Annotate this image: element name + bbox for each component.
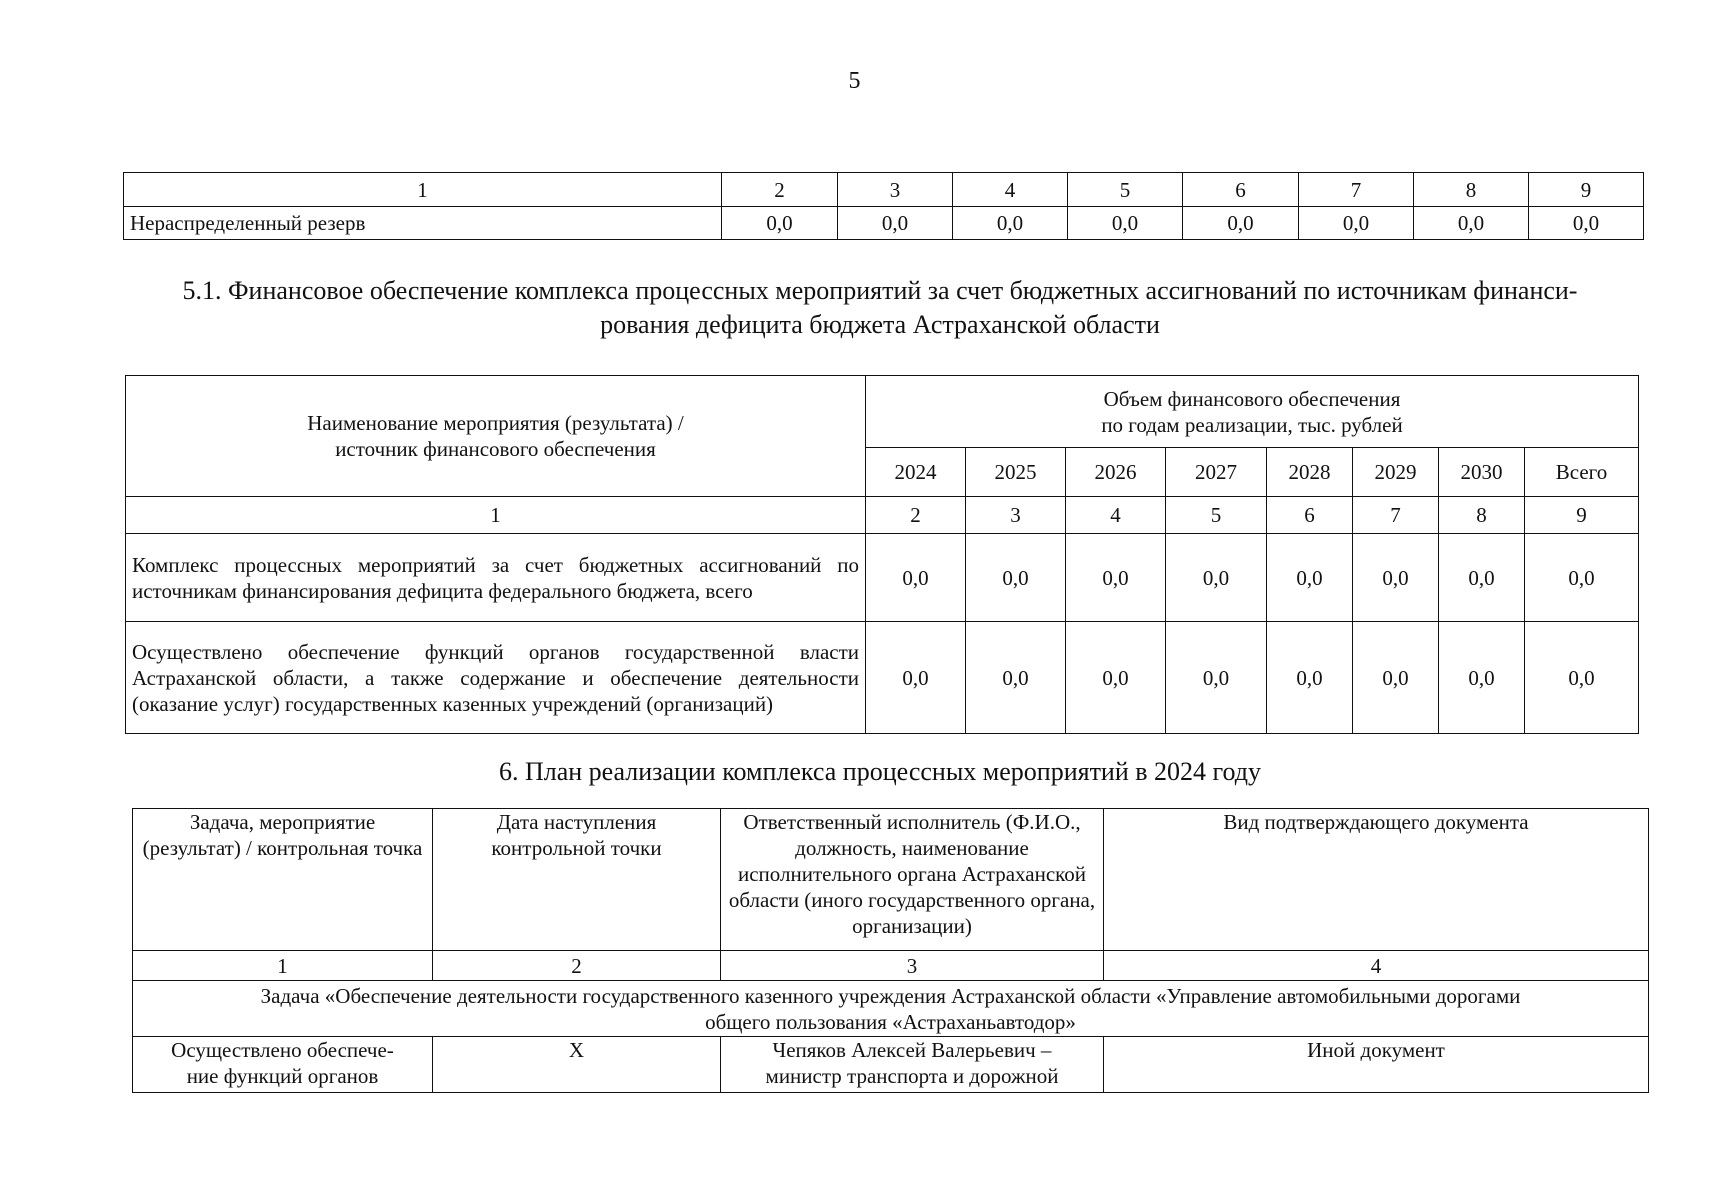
col-number: 8 [1439, 497, 1525, 534]
value-cell: 0,0 [866, 622, 966, 734]
value-cell: 0,0 [953, 207, 1068, 240]
date-cell: Х [433, 1037, 721, 1093]
col-number: 3 [838, 173, 953, 207]
total-header: Всего [1525, 448, 1639, 497]
year-header: 2025 [966, 448, 1066, 497]
task-header: Задача, мероприятие (результат) / контрольная точка [133, 809, 433, 951]
col-number: 2 [433, 951, 721, 981]
col-number: 2 [866, 497, 966, 534]
value-cell: 0,0 [1068, 207, 1183, 240]
value-cell: 0,0 [966, 622, 1066, 734]
year-header: 2027 [1166, 448, 1267, 497]
value-cell: 0,0 [1529, 207, 1644, 240]
value-cell: 0,0 [1439, 534, 1525, 622]
page-number: 5 [848, 68, 861, 94]
name-header-line2: источник финансового обеспечения [335, 437, 656, 461]
value-cell: 0,0 [866, 534, 966, 622]
value-cell: 0,0 [838, 207, 953, 240]
value-cell: 0,0 [1166, 534, 1267, 622]
year-header: 2026 [1066, 448, 1166, 497]
activity-line1: Осуществлено обеспече- [171, 1038, 394, 1062]
task-line2: общего пользования «Астраханьавтодор» [705, 1009, 1076, 1034]
reserve-table [123, 172, 1644, 240]
value-cell: 0,0 [966, 534, 1066, 622]
date-header: Дата наступления контрольной точки [433, 809, 721, 951]
col-number: 4 [953, 173, 1068, 207]
executor-cell [721, 1037, 1104, 1093]
section-51-title [100, 274, 1660, 342]
value-cell: 0,0 [1525, 534, 1639, 622]
name-header-line1: Наименование мероприятия (результата) / [307, 411, 684, 435]
value-cell: 0,0 [1183, 207, 1299, 240]
col-number: 4 [1104, 951, 1649, 981]
activity-cell [133, 1037, 433, 1093]
col-number: 9 [1529, 173, 1644, 207]
name-header [126, 376, 866, 497]
year-header: 2030 [1439, 448, 1525, 497]
value-cell: 0,0 [1525, 622, 1639, 734]
col-number: 3 [721, 951, 1104, 981]
document-header: Вид подтверждающего документа [1104, 809, 1649, 951]
volume-header-line1: Объем финансового обеспечения [1103, 386, 1401, 411]
executor-line1: Чепяков Алексей Валерьевич – [772, 1038, 1052, 1062]
value-cell: 0,0 [1166, 622, 1267, 734]
col-number: 5 [1166, 497, 1267, 534]
executor-header: Ответственный исполнитель (Ф.И.О., должность, наименование исполнительного органа Астраханской области (иного государственного органа, организации) [721, 809, 1104, 951]
col-number: 1 [124, 173, 722, 207]
plan-table [132, 808, 1649, 1093]
col-number: 3 [966, 497, 1066, 534]
activity-line2: ние функций органов [186, 1064, 379, 1088]
value-cell: 0,0 [1066, 534, 1166, 622]
col-number: 9 [1525, 497, 1639, 534]
col-number: 7 [1353, 497, 1439, 534]
volume-header [866, 376, 1639, 448]
value-cell: 0,0 [1299, 207, 1414, 240]
year-header: 2024 [866, 448, 966, 497]
value-cell: 0,0 [1267, 622, 1353, 734]
section-51-title-line1: 5.1. Финансовое обеспечение комплекса процессных мероприятий за счет бюджетных ассигнований по источникам финанси- [182, 276, 1578, 305]
activity-name: Осуществлено обеспечение функций органов государственной власти Астраханской области, а также содержание и обеспечение деятельности (оказание услуг) государственных казенных учреждений (организаций) [126, 622, 866, 734]
task-line1: Задача «Обеспечение деятельности государственного казенного учреждения Астраханской области «Управление автомобильными дорогами [260, 983, 1521, 1008]
col-number: 8 [1414, 173, 1529, 207]
value-cell: 0,0 [1353, 622, 1439, 734]
col-number: 4 [1066, 497, 1166, 534]
year-header: 2028 [1267, 448, 1353, 497]
executor-line2: министр транспорта и дорожной [765, 1064, 1059, 1088]
col-number: 6 [1183, 173, 1299, 207]
section-51-title-line2: рования дефицита бюджета Астраханской области [600, 310, 1160, 339]
col-number: 6 [1267, 497, 1353, 534]
value-cell: 0,0 [1353, 534, 1439, 622]
volume-header-line2: по годам реализации, тыс. рублей [1101, 412, 1403, 437]
year-header: 2029 [1353, 448, 1439, 497]
value-cell: 0,0 [1267, 534, 1353, 622]
activity-name: Комплекс процессных мероприятий за счет бюджетных ассигнований по источникам финансирования дефицита федерального бюджета, всего [126, 534, 866, 622]
col-number: 5 [1068, 173, 1183, 207]
col-number: 7 [1299, 173, 1414, 207]
value-cell: 0,0 [1414, 207, 1529, 240]
section-6-title: 6. План реализации комплекса процессных мероприятий в 2024 году [498, 757, 1262, 786]
task-row [133, 981, 1649, 1037]
value-cell: 0,0 [1066, 622, 1166, 734]
col-number: 1 [126, 497, 866, 534]
value-cell: 0,0 [1439, 622, 1525, 734]
col-number: 2 [722, 173, 838, 207]
col-number: 1 [133, 951, 433, 981]
value-cell: 0,0 [722, 207, 838, 240]
document-cell: Иной документ [1104, 1037, 1649, 1093]
row-label: Нераспределенный резерв [124, 207, 722, 240]
financing-table [125, 375, 1639, 734]
